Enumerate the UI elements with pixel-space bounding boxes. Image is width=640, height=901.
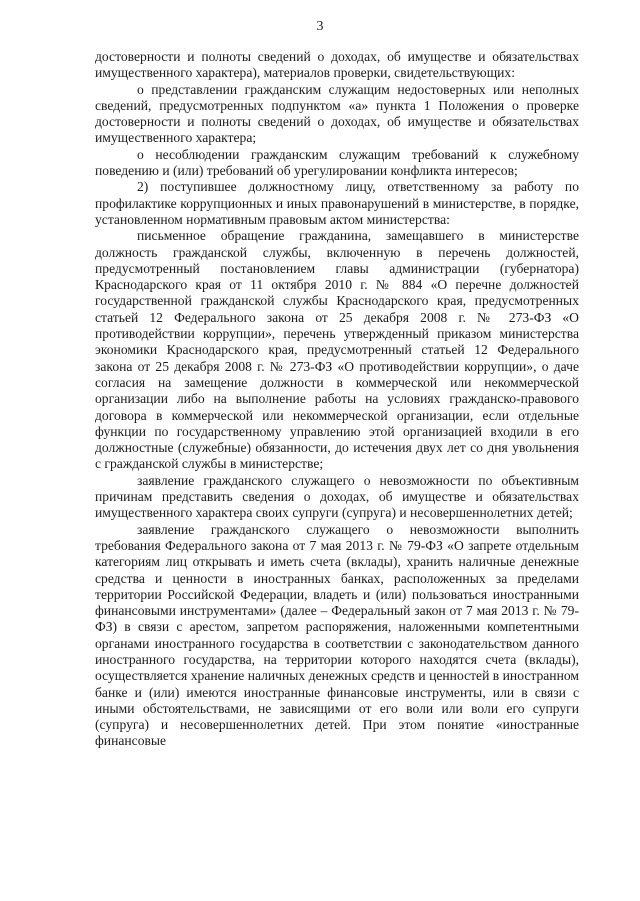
paragraph-item-2: 2) поступившее должностному лицу, ответственному за работу по профилактике коррупционных и иных правонарушений в министерстве, в порядке, установленном нормативным правовым актом министерства:	[95, 179, 579, 227]
document-body	[95, 49, 579, 750]
paragraph-conduct-requirements: о несоблюдении гражданским служащим требований к служебному поведению и (или) требований об урегулировании конфликта интересов;	[95, 146, 579, 179]
paragraph-income-statement: заявление гражданского служащего о невозможности по объективным причинам представить сведения о доходах, об имуществе и обязательствах имущественного характера своих супруги (супруга) и несовершеннолетних детей;	[95, 472, 579, 521]
page-number: 3	[316, 19, 324, 34]
paragraph-written-appeal: письменное обращение гражданина, замещавшего в министерстве должность гражданской службы, включенную в перечень должностей, предусмотренный постановлением главы администрации (губернатора) Краснодарского края от 11 октября 2010 г. № 884 «О перечне должностей государственной гражданской службы Краснодарского края, предусмотренных статьей 12 Федерального закона от 25 декабря 2008 г. № 273-ФЗ «О противодействии коррупции», перечень утвержденный приказом министерства экономики Краснодарского края, предусмотренный статьей 12 Федерального закона от 25 декабря 2008 г. № 273-ФЗ «О противодействии коррупции», о даче согласия на замещение должности в коммерческой или некоммерческой организации либо на выполнение работы на условиях гражданско-правового договора в коммерческой или некоммерческой организации, если отдельные функции по государственному управлению этой организацией входили в его должностные (служебные) обязанности, до истечения двух лет со дня увольнения с гражданской службы в министерстве;	[95, 228, 579, 472]
paragraph-foreign-accounts: заявление гражданского служащего о невозможности выполнить требования Федерального закона от 7 мая 2013 г. № 79-ФЗ «О запрете отдельным категориям лиц открывать и иметь счета (вклады), хранить наличные денежные средства и ценности в иностранных банках, расположенных за пределами территории Российской Федерации, владеть и (или) пользоваться иностранными финансовыми инструментами» (далее – Федеральный закон от 7 мая 2013 г. № 79-ФЗ) в связи с арестом, запретом распоряжения, наложенными компетентными органами иностранного государства в соответствии с законодательством данного иностранного государства, на территории которого находятся счета (вклады), осуществляется хранение наличных денежных средств и ценностей в иностранном банке и (или) имеются иностранные финансовые инструменты, или в связи с иными обстоятельствами, не зависящими от его воли или воли его супруги (супруга) и несовершеннолетних детей. При этом понятие «иностранные финансовые	[95, 521, 579, 749]
paragraph-continuation: достоверности и полноты сведений о доходах, об имуществе и обязательствах имущественного характера), материалов проверки, свидетельствующих:	[95, 49, 579, 81]
paragraph-unreliable-info: о представлении гражданским служащим недостоверных или неполных сведений, предусмотренных подпунктом «а» пункта 1 Положения о проверке достоверности и полноты сведений о доходах, об имуществе и обязательствах имущественного характера;	[95, 81, 579, 146]
